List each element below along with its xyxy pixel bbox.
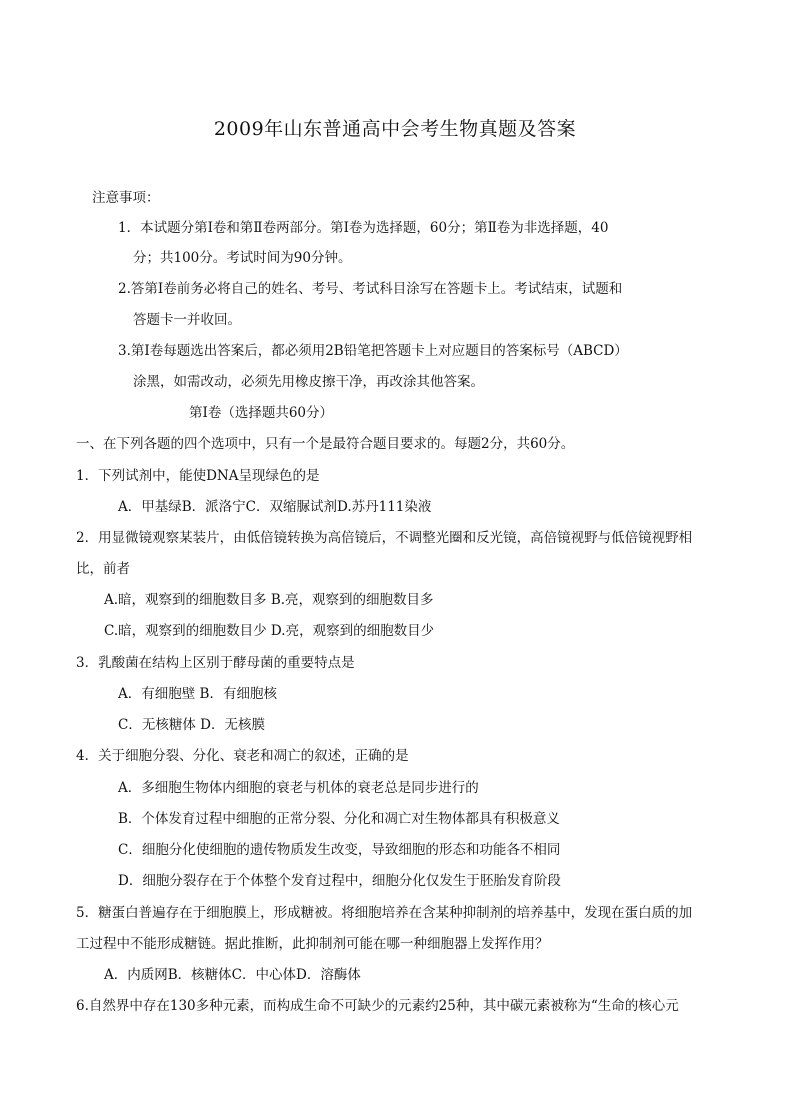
question-3-stem: 3．乳酸菌在结构上区别于酵母菌的重要特点是 (76, 655, 355, 671)
question-2-options-line-2: C.暗，观察到的细胞数目少 D.亮，观察到的细胞数目少 (104, 623, 435, 639)
document-title: 2009年山东普通高中会考生物真题及答案 (213, 118, 577, 140)
question-4-option-d: D．细胞分裂存在于个体整个发育过程中，细胞分化仅发生于胚胎发育阶段 (118, 873, 561, 889)
question-3-options-line-2: C．无核糖体 D．无核膜 (118, 717, 265, 733)
question-4-option-b: B．个体发育过程中细胞的正常分裂、分化和凋亡对生物体都具有积极意义 (118, 811, 560, 827)
notice-heading: 注意事项： (92, 190, 160, 206)
question-4-stem: 4．关于细胞分裂、分化、衰老和凋亡的叙述，正确的是 (76, 748, 409, 764)
part-instruction: 一、在下列各题的四个选项中，只有一个是最符合题目要求的。每题2分，共60分。 (76, 436, 575, 452)
question-3-options-line-1: A．有细胞壁 B．有细胞核 (118, 686, 277, 702)
question-2-options-line-1: A.暗，观察到的细胞数目多 B.亮，观察到的细胞数目多 (104, 592, 434, 608)
question-2-stem-line-1: 2．用显微镜观察某装片，由低倍镜转换为高倍镜后，不调整光圈和反光镜，高倍镜视野与低倍镜视野相 (76, 530, 693, 546)
question-1-stem: 1．下列试剂中，能使DNA呈现绿色的是 (76, 468, 320, 484)
notice-item-3-line-2: 涂黑，如需改动，必须先用橡皮擦干净，再改涂其他答案。 (133, 374, 484, 390)
question-6-stem: 6.自然界中存在130多种元素，而构成生命不可缺少的元素约25种，其中碳元素被称为“生命的核心元 (76, 998, 679, 1014)
question-5-stem-line-2: 工过程中不能形成糖链。据此推断，此抑制剂可能在哪一种细胞器上发挥作用？ (76, 936, 549, 952)
question-1-options: A．甲基绿B．派洛宁C．双缩脲试剂D.苏丹111染液 (118, 499, 432, 515)
question-4-option-c: C．细胞分化使细胞的遗传物质发生改变，导致细胞的形态和功能各不相同 (118, 842, 561, 858)
notice-item-3-line-1: 3.第Ⅰ卷每题选出答案后，都必须用2B铅笔把答题卡上对应题目的答案标号（ABCD） (118, 343, 628, 359)
notice-item-2-line-1: 2.答第Ⅰ卷前务必将自己的姓名、考号、考试科目涂写在答题卡上。考试结束，试题和 (118, 281, 623, 297)
question-2-stem-line-2: 比，前者 (76, 561, 130, 577)
question-5-stem-line-1: 5．糖蛋白普遍存在于细胞膜上，形成糖被。将细胞培养在含某种抑制剂的培养基中，发现在蛋白质的加 (76, 905, 693, 921)
notice-item-2-line-2: 答题卡一并收回。 (133, 312, 241, 328)
notice-item-1-line-2: 分；共100分。考试时间为90分钟。 (133, 250, 352, 266)
section-heading: 第Ⅰ卷（选择题共60分） (189, 405, 334, 421)
question-4-option-a: A．多细胞生物体内细胞的衰老与机体的衰老总是同步进行的 (118, 780, 479, 796)
notice-item-1-line-1: 1．本试题分第Ⅰ卷和第Ⅱ卷两部分。第Ⅰ卷为选择题，60分；第Ⅱ卷为非选择题，40 (118, 220, 609, 236)
question-5-options: A．内质网B．核糖体C．中心体D．溶酶体 (104, 967, 361, 983)
